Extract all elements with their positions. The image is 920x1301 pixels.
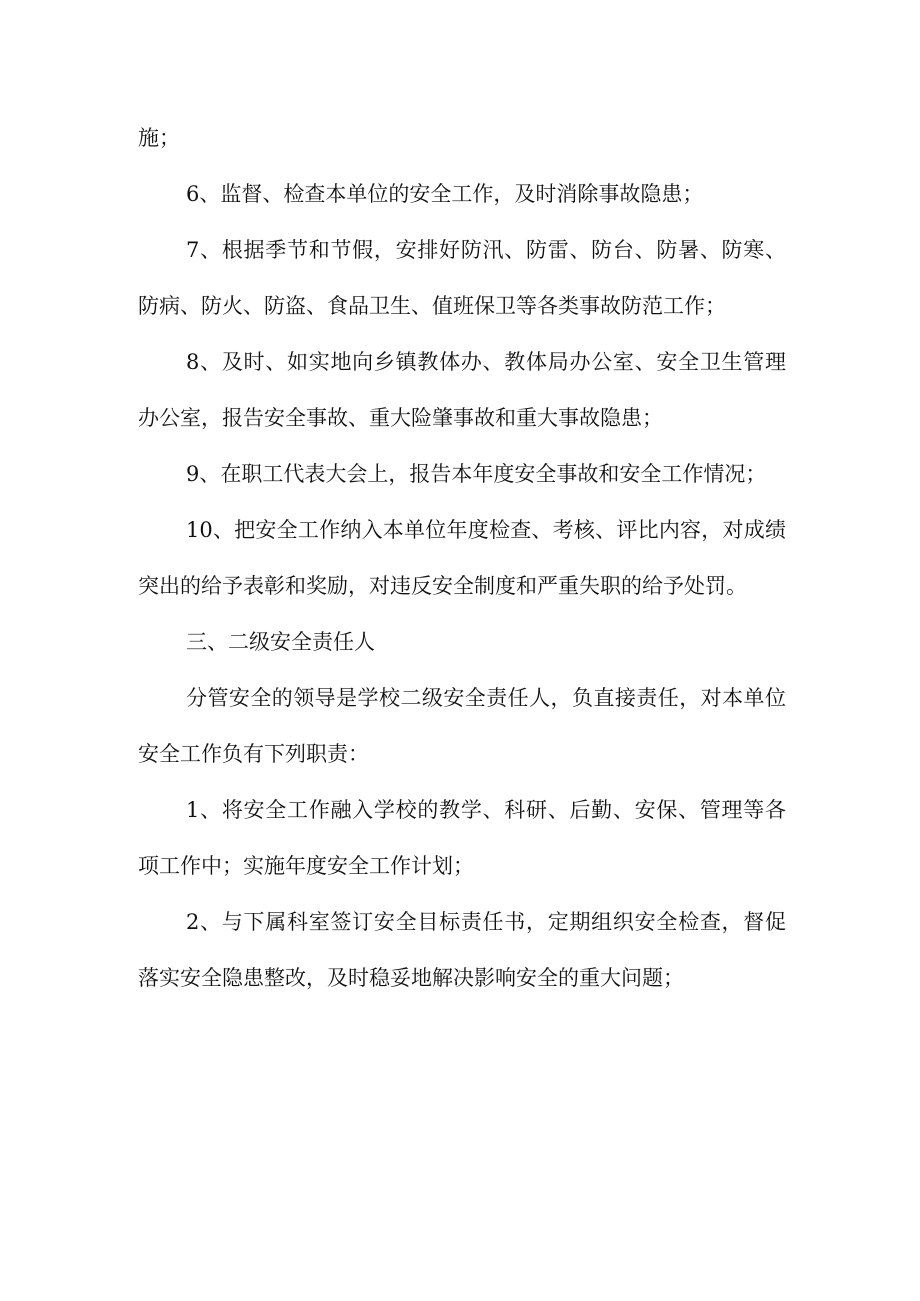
section-intro: 分管安全的领导是学校二级安全责任人，负直接责任，对本单位安全工作负有下列职责： <box>138 686 786 766</box>
paragraph-continuation: 施； <box>138 126 180 150</box>
paragraph-item-6: 6、监督、检查本单位的安全工作，及时消除事故隐患； <box>186 182 704 206</box>
paragraph-duty-2: 2、与下属科室签订安全目标责任书，定期组织安全检查，督促落实安全隐患整改，及时稳妥地解决影响安全的重大问题； <box>138 910 786 990</box>
paragraph-item-7: 7、根据季节和节假，安排好防汛、防雷、防台、防暑、防寒、防病、防火、防盗、食品卫生、值班保卫等各类事故防范工作； <box>138 238 786 318</box>
paragraph-item-8: 8、及时、如实地向乡镇教体办、教体局办公室、安全卫生管理办公室，报告安全事故、重大险肇事故和重大事故隐患； <box>138 350 786 430</box>
document-body <box>138 110 786 1006</box>
paragraph-item-10: 10、把安全工作纳入本单位年度检查、考核、评比内容，对成绩突出的给予表彰和奖励，对违反安全制度和严重失职的给予处罚。 <box>138 518 786 598</box>
paragraph-duty-1: 1、将安全工作融入学校的教学、科研、后勤、安保、管理等各项工作中；实施年度安全工作计划； <box>138 798 786 878</box>
section-heading: 三、二级安全责任人 <box>186 630 375 654</box>
paragraph-item-9: 9、在职工代表大会上，报告本年度安全事故和安全工作情况； <box>186 462 767 486</box>
